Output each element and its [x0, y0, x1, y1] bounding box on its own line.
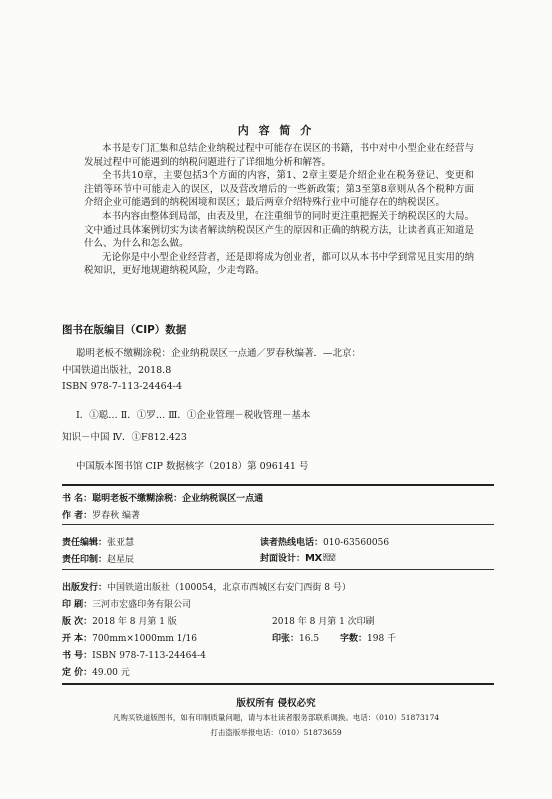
copyright-line-2: 打击盗版举报电话：（010）51873659: [210, 728, 342, 737]
edition-row: 版 次：2018 年 8 月第 1 版: [62, 617, 177, 627]
print-manager: 赵星辰: [107, 555, 135, 565]
cip-line-3: ISBN 978-7-113-24464-4: [62, 381, 182, 392]
summary-paragraph-2: 全书共10章，主要包括3个方面的内容，第1、2章主要是介绍企业在税务登记、变更和注销等环节中可能走入的误区，以及营改增后的一些新政策；第3至第8章则从各个税种方面介绍企业可能遇到的纳税困境和误区；最后两章介绍特殊行业中可能存在的纳税误区。: [84, 170, 474, 209]
author: 罗春秋 编著: [92, 511, 141, 521]
editor-row: [62, 535, 134, 548]
summary-paragraph-1: 本书是专门汇集和总结企业纳税过程中可能存在误区的书籍，书中对中小型企业在经营与发展过程中可能遇到的纳税问题进行了详细地分析和解答。: [84, 143, 474, 168]
editor: 张亚慧: [107, 538, 135, 548]
divider-bottom: [62, 683, 494, 685]
cip-line-6: 中国版本图书馆 CIP 数据核字（2018）第 096141 号: [76, 461, 309, 472]
divider-book: [62, 524, 494, 525]
cip-line-5: 知识－中国 Ⅳ．①F812.423: [62, 432, 187, 443]
edition: 2018 年 8 月第 1 版: [92, 617, 177, 627]
editor-label: 责任编辑：: [62, 538, 108, 548]
cip-line-1: 聪明老板不缴糊涂税：企业纳税误区一点通／罗春秋编著．—北京：: [76, 348, 362, 359]
mx-design-logo: [305, 553, 335, 564]
printer-row: 印 刷：三河市宏盛印务有限公司: [62, 600, 192, 610]
print-manager-row: [62, 552, 134, 565]
isbn: ISBN 978-7-113-24464-4: [92, 651, 206, 661]
sheets-row: 印张：16.5: [272, 634, 320, 644]
price: 49.00 元: [92, 668, 130, 678]
cover-design-row: [260, 551, 335, 564]
hotline-row: [260, 535, 389, 548]
summary-block: [84, 142, 474, 278]
printing: 2018 年 8 月第 1 次印刷: [272, 617, 375, 627]
divider-top: [62, 484, 494, 486]
hotline-label: 读者热线电话：: [260, 538, 324, 548]
wordcount: 198 千: [367, 634, 397, 644]
author-row: [62, 508, 140, 521]
book-name-label: 书 名：: [62, 494, 93, 504]
printing-row: [272, 614, 375, 627]
logo-subtext: DESIGN STUDIO: [322, 553, 336, 562]
divider-staff: [62, 569, 494, 570]
isbn-row: 书 号：ISBN 978-7-113-24464-4: [62, 651, 206, 661]
wordcount-row: 字数：198 千: [340, 634, 397, 644]
page-title: 内 容 简 介: [237, 124, 315, 137]
cip-line-4: Ⅰ．①聪… Ⅱ．①罗… Ⅲ．①企业管理－税收管理－基本: [76, 410, 311, 421]
cover-design-label: 封面设计：: [260, 554, 306, 564]
copyright-title: 版权所有 侵权必究: [236, 698, 316, 709]
hotline: 010-63560056: [323, 538, 390, 548]
summary-paragraph-4: 无论你是中小型企业经营者，还是即将成为创业者，都可以从本书中学到常见且实用的纳税知识，更好地规避纳税风险，少走弯路。: [84, 251, 474, 277]
publisher-row: 出版发行：中国铁道出版社（100054，北京市西城区右安门西街 8 号）: [62, 583, 351, 593]
print-manager-label: 责任印制：: [62, 555, 108, 565]
summary-paragraph-3: 本书内容由整体到局部，由表及里，在注重细节的同时更注重把握关于纳税误区的大局。文中通过具体案例切实为读者解读纳税误区产生的原因和正确的纳税方法，让读者真正知道是什么、为什么和怎么做。: [84, 210, 474, 250]
cip-line-2: 中国铁道出版社，2018.8: [62, 365, 172, 376]
printer: 三河市宏盛印务有限公司: [92, 600, 192, 610]
price-row: 定 价：49.00 元: [62, 668, 130, 678]
cip-heading: 图书在版编目（CIP）数据: [62, 324, 187, 336]
book-name: 聪明老板不缴糊涂税：企业纳税误区一点通: [92, 494, 264, 504]
copyright-line-1: 凡购买铁道版图书，如有印制质量问题，请与本社读者服务部联系调换。电话：（010）51873174: [112, 713, 440, 722]
book-name-row: [62, 491, 263, 504]
format-row: 开 本：700mm×1000mm 1/16: [62, 634, 197, 644]
publisher: 中国铁道出版社（100054，北京市西城区右安门西街 8 号）: [107, 583, 351, 593]
format: 700mm×1000mm 1/16: [92, 634, 197, 644]
logo-text: MX: [305, 553, 322, 564]
sheets: 16.5: [299, 634, 320, 644]
author-label: 作 者：: [62, 511, 93, 521]
